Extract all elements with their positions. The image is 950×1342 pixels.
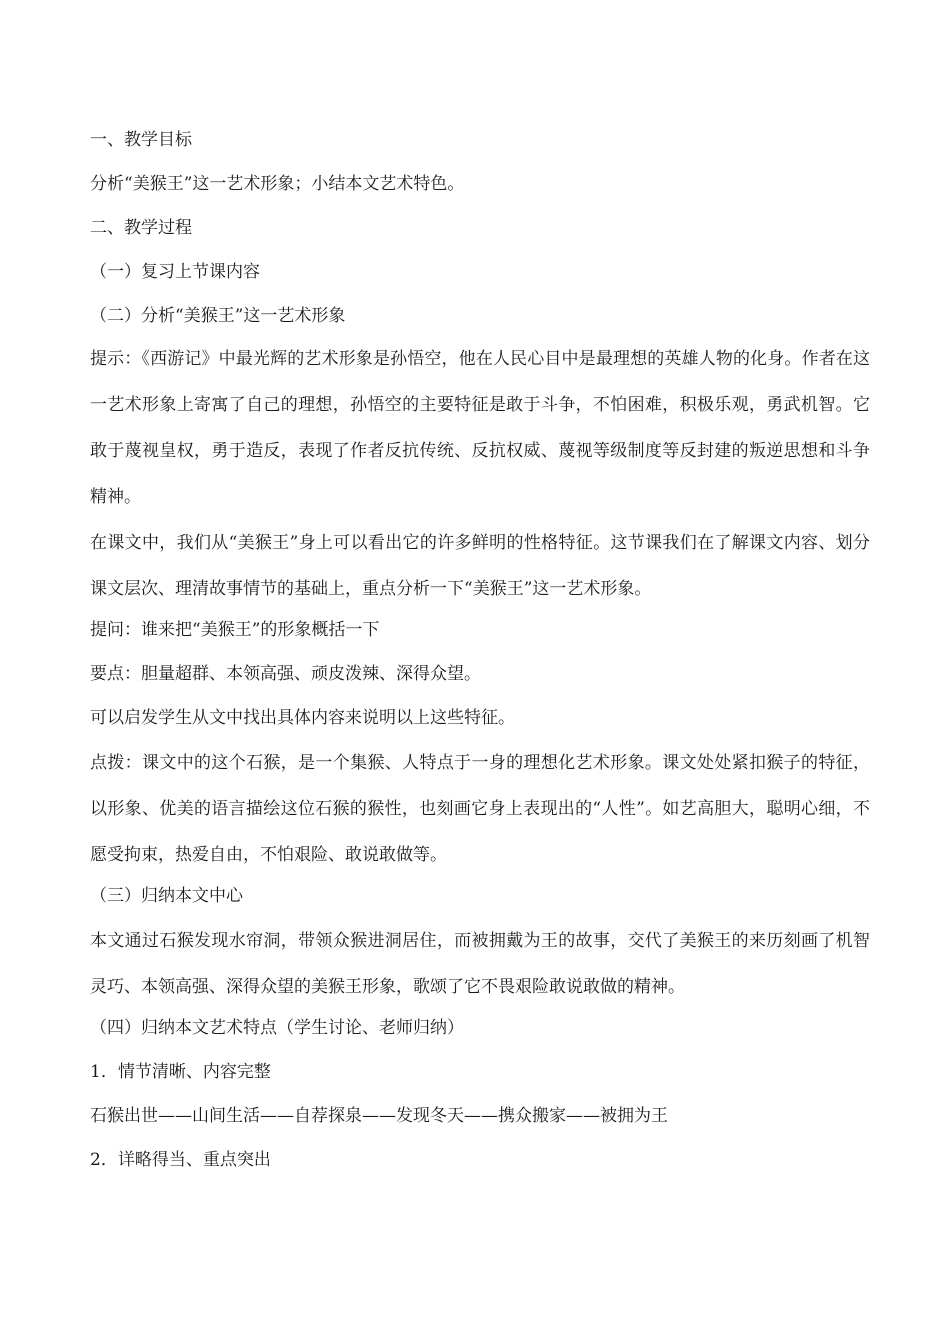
center-paragraph: 本文通过石猴发现水帘洞，带领众猴进洞居住，而被拥戴为王的故事，交代了美猴王的来历刻画了机智灵巧、本领高强、深得众望的美猴王形象，歌颂了它不畏艰险敢说敢做的精神。	[90, 931, 870, 997]
question-text: 提问：谁来把“美猴王”的形象概括一下	[90, 620, 380, 640]
point-1: 1．情节清晰、内容完整	[90, 1062, 271, 1082]
section-features: （四）归纳本文艺术特点（学生讨论、老师归纳）	[90, 1018, 464, 1038]
guide-text: 可以启发学生从文中找出具体内容来说明以上这些特征。	[90, 708, 515, 728]
hint-paragraph: 提示：《西游记》中最光辉的艺术形象是孙悟空，他在人民心目中是最理想的英雄人物的化身。作者在这一艺术形象上寄寓了自己的理想，孙悟空的主要特征是敢于斗争，不怕困难，积极乐观，勇武机智。它敢于蔑视皇权，勇于造反，表现了作者反抗传统、反抗权威、蔑视等级制度等反封建的叛逆思想和斗争精神。	[90, 349, 870, 507]
objective-text: 分析“美猴王”这一艺术形象；小结本文艺术特色。	[90, 174, 465, 194]
intro-paragraph: 在课文中，我们从“美猴王”身上可以看出它的许多鲜明的性格特征。这节课我们在了解课文内容、划分课文层次、理清故事情节的基础上，重点分析一下“美猴王”这一艺术形象。	[90, 533, 870, 599]
point-2: 2．详略得当、重点突出	[90, 1150, 271, 1170]
document-body	[90, 118, 870, 1182]
section-review: （一）复习上节课内容	[90, 262, 260, 282]
section-analysis: （二）分析“美猴王”这一艺术形象	[90, 306, 346, 326]
plot-sequence: 石猴出世——山间生活——自荐探泉——发现冬天——携众搬家——被拥为王	[90, 1106, 668, 1126]
key-points-text: 要点：胆量超群、本领高强、顽皮泼辣、深得众望。	[90, 664, 481, 684]
tip-paragraph: 点拨：课文中的这个石猴，是一个集猴、人特点于一身的理想化艺术形象。课文处处紧扣猴子的特征，以形象、优美的语言描绘这位石猴的猴性，也刻画它身上表现出的“人性”。如艺高胆大，聪明心细，不愿受拘束，热爱自由，不怕艰险、敢说敢做等。	[90, 753, 870, 865]
heading-teaching-objectives: 一、教学目标	[90, 130, 192, 150]
heading-teaching-process: 二、教学过程	[90, 218, 192, 238]
section-center: （三）归纳本文中心	[90, 886, 243, 906]
